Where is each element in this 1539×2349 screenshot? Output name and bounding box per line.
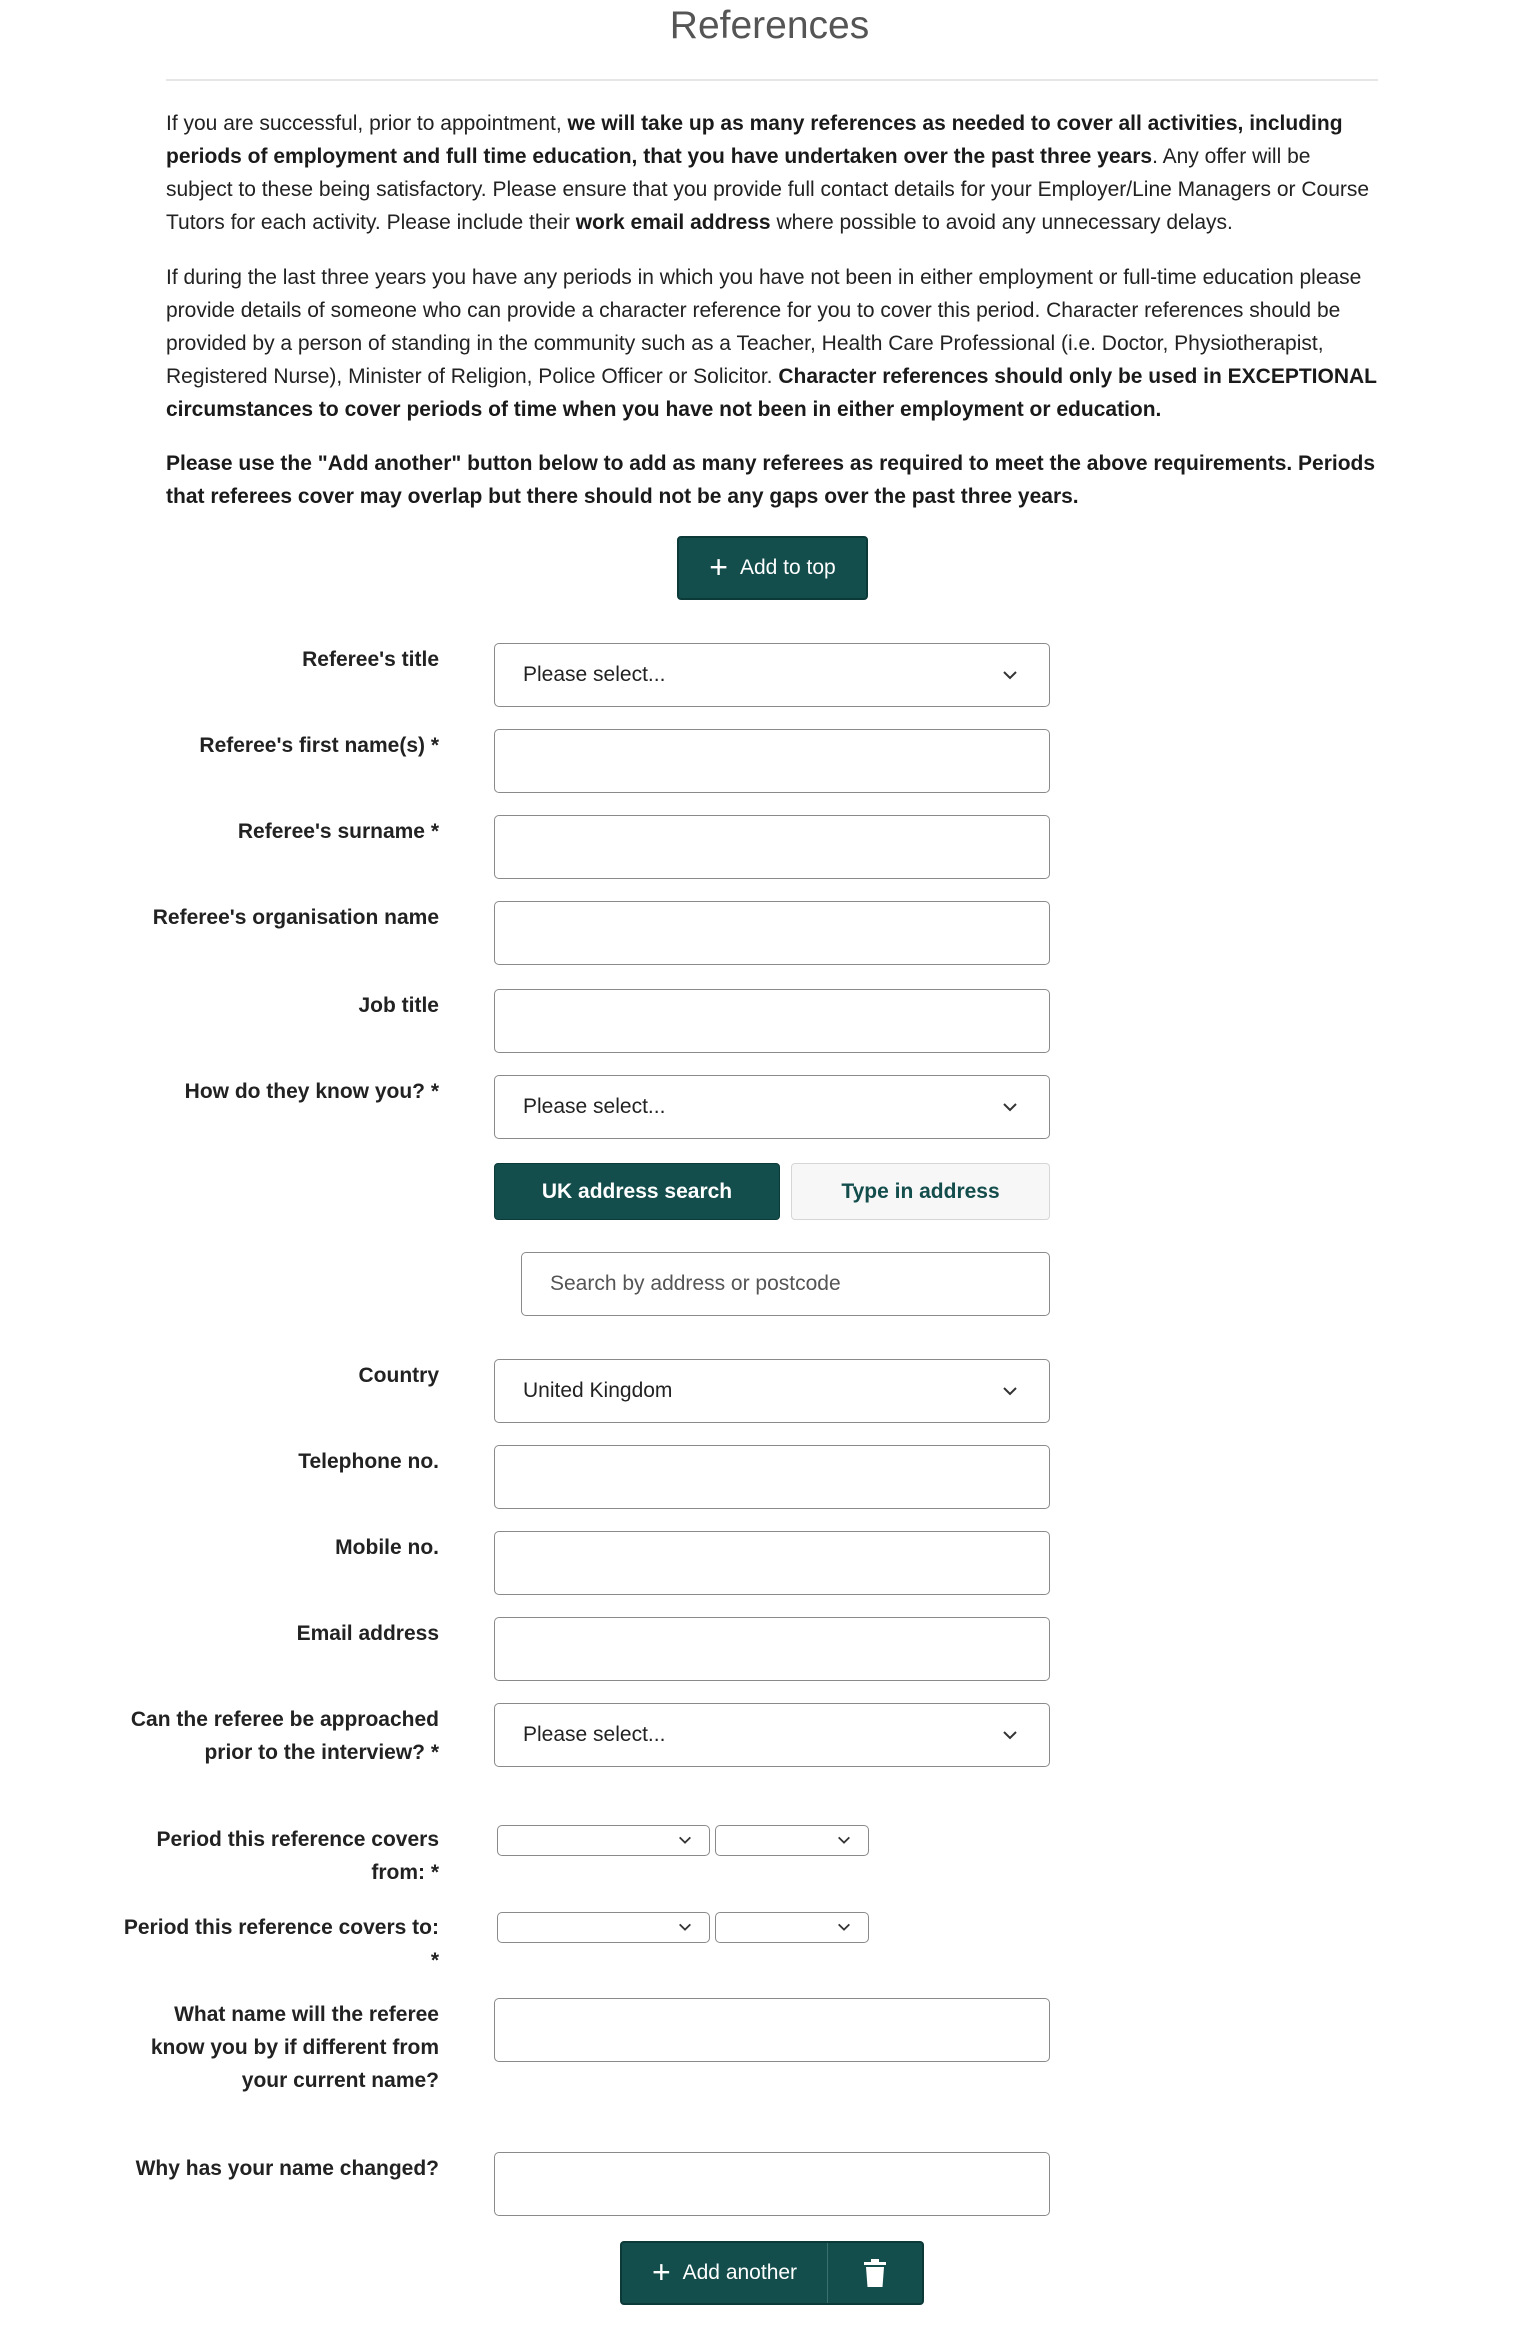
period-to-label: Period this reference covers to: * — [123, 1916, 439, 1972]
chevron-down-icon — [1001, 1726, 1019, 1744]
know-you-value: Please select... — [523, 1095, 666, 1118]
address-search-input[interactable]: Search by address or postcode — [521, 1252, 1050, 1316]
know-you-select[interactable] — [494, 1075, 1050, 1139]
mobile-label: Mobile no. — [335, 1536, 439, 1559]
known-name-label: What name will the referee know you by if different from your current name? — [150, 2003, 439, 2092]
intro-text-segment: If you are successful, prior to appointment, — [166, 112, 568, 135]
first-name-label: Referee's first name(s) * — [199, 734, 439, 757]
intro-paragraph-1 — [166, 107, 1381, 239]
delete-referee-button[interactable] — [828, 2243, 922, 2303]
mobile-input[interactable] — [494, 1531, 1050, 1595]
organisation-input[interactable] — [494, 901, 1050, 965]
add-another-label: Add another — [682, 2261, 798, 2284]
country-value: United Kingdom — [523, 1379, 673, 1402]
chevron-down-icon — [836, 1832, 852, 1848]
job-title-input[interactable] — [494, 989, 1050, 1053]
chevron-down-icon — [677, 1832, 693, 1848]
trash-icon — [864, 2259, 886, 2287]
telephone-input[interactable] — [494, 1445, 1050, 1509]
name-change-input[interactable] — [494, 2152, 1050, 2216]
period-from-year-select[interactable] — [715, 1825, 869, 1856]
add-to-top-button[interactable] — [677, 536, 868, 600]
approach-value: Please select... — [523, 1723, 666, 1746]
add-another-button[interactable] — [622, 2243, 828, 2303]
plus-icon: + — [709, 549, 728, 585]
intro-paragraph-3 — [166, 447, 1381, 513]
intro-text-segment: we will take up as many references as needed to cover all activities, including periods of employment and full time education, that you have undertaken over the past three years — [166, 112, 1343, 168]
approach-select[interactable] — [494, 1703, 1050, 1767]
chevron-down-icon — [1001, 666, 1019, 684]
email-label: Email address — [296, 1622, 439, 1645]
country-select[interactable] — [494, 1359, 1050, 1423]
organisation-label: Referee's organisation name — [152, 906, 439, 929]
surname-label: Referee's surname * — [237, 820, 439, 843]
know-you-label: How do they know you? * — [184, 1080, 439, 1103]
telephone-label: Telephone no. — [298, 1450, 439, 1473]
intro-paragraph-2 — [166, 261, 1381, 426]
intro-text-segment: where possible to avoid any unnecessary delays. — [770, 211, 1233, 234]
surname-input[interactable] — [494, 815, 1050, 879]
period-from-label: Period this reference covers from: * — [156, 1828, 439, 1884]
plus-icon: + — [651, 2254, 671, 2290]
intro-text-segment: Character references should only be used in EXCEPTIONAL circumstances to cover periods of time when you have not been in either employment or education. — [166, 365, 1377, 421]
intro-text-segment: Please use the "Add another" button below to add as many referees as required to meet the above requirements. Periods that referees cover may overlap but there should not be any gaps over the past three years. — [166, 452, 1376, 508]
country-label: Country — [358, 1364, 439, 1387]
referee-actions — [620, 2241, 924, 2305]
intro-text-segment: . Any offer will be subject to these being satisfactory. Please ensure that you provide full contact details for your Employer/Line Managers or Course Tutors for each activity. Please include their — [166, 145, 1370, 234]
referee-title-value: Please select... — [523, 663, 666, 686]
approach-label: Can the referee be approached prior to the interview? * — [130, 1708, 439, 1764]
type-in-address-tab[interactable]: Type in address — [791, 1163, 1050, 1220]
title-divider — [166, 79, 1378, 81]
chevron-down-icon — [1001, 1098, 1019, 1116]
intro-text-segment: If during the last three years you have any periods in which you have not been in either employment or full-time education please provide details of someone who can provide a character reference for you to cover this period. Character references should be provided by a person of standing in the community such as a Teacher, Health Care Professional (i.e. Doctor, Physiotherapist, Registered Nurse), Minister of Religion, Police Officer or Solicitor. — [166, 266, 1362, 388]
first-name-input[interactable] — [494, 729, 1050, 793]
chevron-down-icon — [836, 1919, 852, 1935]
period-to-year-select[interactable] — [715, 1912, 869, 1943]
intro-text-segment: work email address — [575, 211, 771, 234]
period-to-month-select[interactable] — [497, 1912, 710, 1943]
name-change-label: Why has your name changed? — [135, 2157, 439, 2180]
period-from-month-select[interactable] — [497, 1825, 710, 1856]
known-name-input[interactable] — [494, 1998, 1050, 2062]
chevron-down-icon — [677, 1919, 693, 1935]
uk-address-search-tab[interactable]: UK address search — [494, 1163, 780, 1220]
add-to-top-label: Add to top — [739, 556, 836, 579]
referee-title-label: Referee's title — [302, 648, 439, 671]
chevron-down-icon — [1001, 1382, 1019, 1400]
page-title: References — [669, 4, 870, 47]
email-input[interactable] — [494, 1617, 1050, 1681]
referee-title-select[interactable] — [494, 643, 1050, 707]
job-title-label: Job title — [358, 994, 439, 1017]
